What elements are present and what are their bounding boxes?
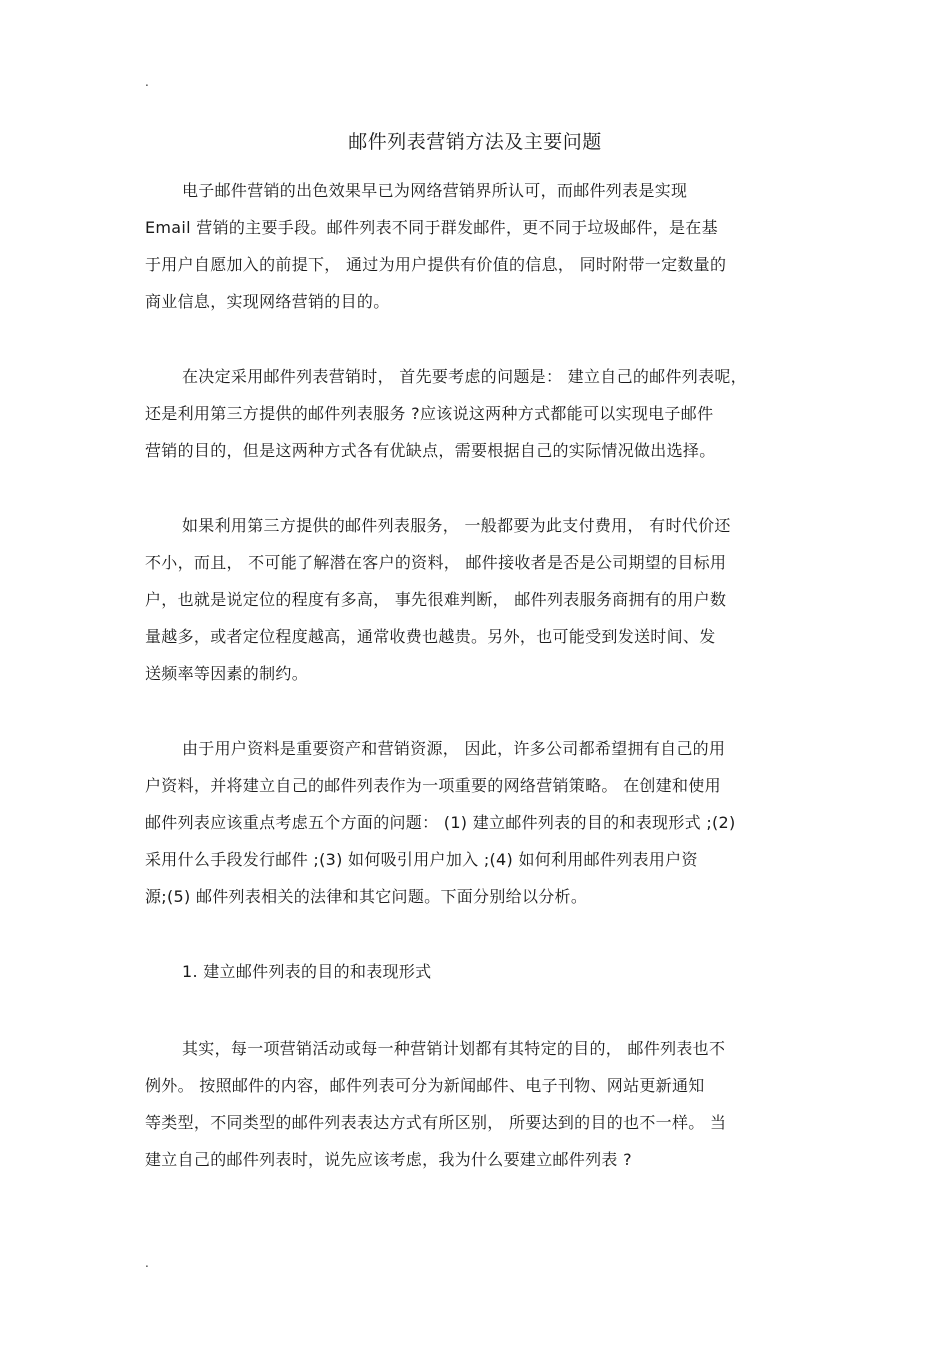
- section-heading: 1. 建立邮件列表的目的和表现形式: [182, 962, 432, 981]
- paragraph-5: [145, 1030, 810, 1178]
- paragraph-gap: [145, 990, 810, 1030]
- text-line: 还是利用第三方提供的邮件列表服务 ?应该说这两种方式都能可以实现电子邮件: [145, 404, 714, 423]
- paragraph-gap: [145, 692, 810, 730]
- top-dot: .: [145, 75, 149, 89]
- paragraph-2: [145, 358, 810, 469]
- text-line: 不小，而且， 不可能了解潜在客户的资料， 邮件接收者是否是公司期望的目标用: [145, 553, 727, 572]
- text-line: 如果利用第三方提供的邮件列表服务， 一般都要为此支付费用， 有时代价还: [182, 516, 731, 535]
- paragraph-1: [145, 172, 810, 320]
- text-line: 源;(5) 邮件列表相关的法律和其它问题。下面分别给以分析。: [145, 887, 588, 906]
- text-line: 送频率等因素的制约。: [145, 664, 309, 683]
- document-body: [145, 172, 810, 1178]
- paragraph-gap: [145, 469, 810, 507]
- bottom-dot: .: [145, 1256, 149, 1270]
- text-line: 营销的目的，但是这两种方式各有优缺点，需要根据自己的实际情况做出选择。: [145, 441, 716, 460]
- text-line: 于用户自愿加入的前提下， 通过为用户提供有价值的信息， 同时附带一定数量的: [145, 255, 727, 274]
- text-line: 由于用户资料是重要资产和营销资源， 因此，许多公司都希望拥有自己的用: [182, 739, 726, 758]
- text-line: 采用什么手段发行邮件 ;(3) 如何吸引用户加入 ;(4) 如何利用邮件列表用户资: [145, 850, 698, 869]
- paragraph-4: [145, 730, 810, 915]
- text-line: 户资料，并将建立自己的邮件列表作为一项重要的网络营销策略。 在创建和使用: [145, 776, 721, 795]
- page-title: 邮件列表营销方法及主要问题: [348, 131, 602, 153]
- paragraph-gap: [145, 915, 810, 953]
- text-line: 量越多，或者定位程度越高，通常收费也越贵。另外，也可能受到发送时间、发: [145, 627, 716, 646]
- text-line: 邮件列表应该重点考虑五个方面的问题： (1) 建立邮件列表的目的和表现形式 ;(2): [145, 813, 736, 832]
- paragraph-gap: [145, 320, 810, 358]
- text-line: 户，也就是说定位的程度有多高， 事先很难判断， 邮件列表服务商拥有的用户数: [145, 590, 727, 609]
- text-line: Email 营销的主要手段。邮件列表不同于群发邮件，更不同于垃圾邮件，是在基: [145, 218, 718, 237]
- text-line: 例外。 按照邮件的内容，邮件列表可分为新闻邮件、电子刊物、网站更新通知: [145, 1076, 705, 1095]
- paragraph-3: [145, 507, 810, 692]
- text-line: 在决定采用邮件列表营销时， 首先要考虑的问题是： 建立自己的邮件列表呢，: [182, 367, 747, 386]
- text-line: 商业信息，实现网络营销的目的。: [145, 292, 390, 311]
- text-line: 其实，每一项营销活动或每一种营销计划都有其特定的目的， 邮件列表也不: [182, 1039, 726, 1058]
- text-line: 等类型，不同类型的邮件列表表达方式有所区别， 所要达到的目的也不一样。 当: [145, 1113, 727, 1132]
- text-line: 电子邮件营销的出色效果早已为网络营销界所认可，而邮件列表是实现: [182, 181, 688, 200]
- text-line: 建立自己的邮件列表时，说先应该考虑，我为什么要建立邮件列表 ?: [145, 1150, 632, 1169]
